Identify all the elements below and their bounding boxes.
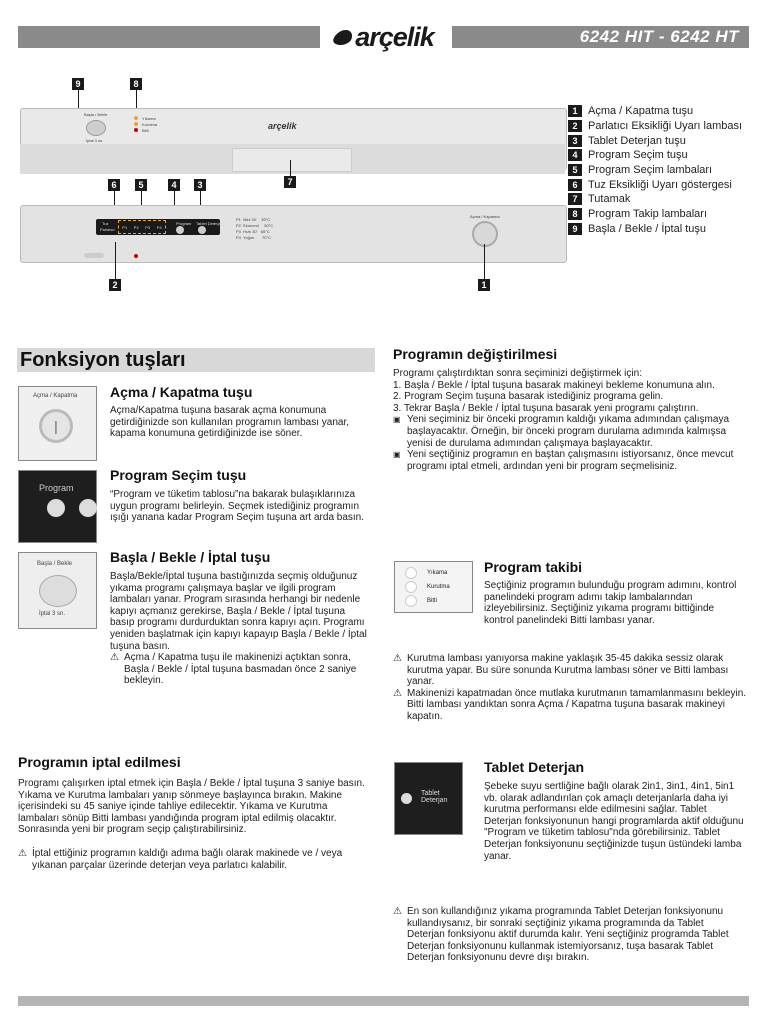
panel-program-label: Program	[176, 221, 192, 226]
start-button[interactable]	[86, 120, 106, 136]
legend-item: 1 Açma / Kapatma tuşu	[568, 104, 742, 119]
tracking-body: Seçtiğiniz programın bulunduğu program adımını, kontrol panelindeki program adımı takip lambalarından izleyebilirsiniz. Seçtiğiniz yıkama programı bittiğinde kontrol panelindeki Bitti lambası yanar.	[484, 580, 737, 626]
callout-8: 8	[130, 78, 142, 90]
legend-item: 8 Program Takip lambaları	[568, 207, 742, 222]
callout-4: 4	[168, 179, 180, 191]
tablet-button-icon	[401, 793, 412, 804]
callout-3: 3	[194, 179, 206, 191]
tracking-warning: ⚠ Makinenizi kapatmadan önce mutlaka kurutmanın tamamlanmasını bekleyin. Bitti lambası yandıktan sonra Açma / Kapatma tuşuna basarak makineyi kapatın.	[393, 687, 747, 722]
panel-parlatici-label: Parlatıcı	[100, 227, 115, 232]
onoff-block	[110, 384, 372, 440]
lamp-icon	[405, 581, 417, 593]
legend-item: 6 Tuz Eksikliği Uyarı göstergesi	[568, 177, 742, 192]
callout-1: 1	[478, 279, 490, 291]
prog-num-2: P2	[133, 224, 139, 230]
prog-table-row: P4 Yoğun 70°C	[236, 235, 271, 240]
footer-bar	[18, 996, 749, 1006]
rinse-aid-lamp-icon	[134, 254, 138, 258]
tablet-warning: ⚠ En son kullandığınız yıkama programında Tablet Deterjan fonksiyonunu kullandıysanız, bir sonraki seçtiğiniz yıkama programında da Tablet Deterjan fonksiyonu aktif durumda kalır. Yeni seçtiğiniz programda Tablet Deterjan fonksiyonunu kullanmak istemiyorsanız, tuşa basarak Tablet Deterjan fonksiyonunu devre dışı bırakın.	[393, 906, 729, 964]
info-icon: ▣	[393, 415, 401, 425]
change-step: 3. Tekrar Başla / Bekle / İptal tuşuna basarak yeni programı çalıştırın.	[393, 402, 699, 414]
panel-program-table	[236, 217, 273, 241]
start-title: Başla / Bekle / İptal tuşu	[110, 549, 271, 565]
callout-2: 2	[109, 279, 121, 291]
tablet-thumbnail: Tablet Deterjan	[394, 762, 463, 835]
change-block	[393, 346, 751, 472]
callout-9: 9	[72, 78, 84, 90]
change-note: ▣ Yeni seçiminiz bir önceki programın kaldığı yıkama adımından çalışmaya başlayacaktır. Örneğin, bir önceki program durulama adımında kalmışsa yenisi de durulama adımından çalışmaya başlayacaktır.	[393, 414, 730, 449]
prog-table-row: P3 Hızlı 30' 65°C	[236, 229, 270, 234]
start-button-icon	[39, 575, 77, 607]
onoff-thumbnail: Açma / Kapatma |	[18, 386, 97, 461]
info-icon: ▣	[393, 450, 401, 460]
legend-item: 3 Tablet Deterjan tuşu	[568, 133, 742, 148]
start-block	[110, 549, 372, 687]
tablet-block	[484, 759, 746, 862]
cancel-block	[18, 754, 370, 871]
program-body: “Program ve tüketim tablosu”na bakarak bulaşıklarınıza uygun programı belirleyin. Seçmek istediğiniz programın ışığı yanana kadar Program Seçim tuşuna art arda basın.	[110, 489, 365, 524]
change-body	[393, 368, 751, 414]
change-step: 2. Program Seçim tuşuna basarak istediğiniz programa gelin.	[393, 391, 664, 403]
cancel-body: Programı çalışırken iptal etmek için Başla / Bekle / İptal tuşuna 3 saniye basın. Yıkama ve Kurutma lambaları yanıp sönmeye başlayınca bırakın. Makine içerisindeki su 45 saniye içinde tahliye edilecektir. Yıkama ve Kurutma lambaları sönüp Bitti lambası yandığında program iptal edilmiş olacaktır. Sonrasında yeni bir program seçip çalıştırabilirsiniz.	[18, 778, 365, 836]
warning-icon: ⚠	[393, 687, 402, 699]
tablet-body: Şebeke suyu sertliğine bağlı olarak 2in1, 3in1, 4in1, 5in1 vb. olarak adlandırılan çok amaçlı deterjanlarla daha iyi kurutma performansı elde edilmesini sağlar. Tablet Deterjan fonksiyonunun hangi programlarda aktif olduğunu "Program ve tüketim tablosu"nda görebilirsiniz. Tablet Deterjan fonksiyonunu seçtiğinizde tuşun üstündeki lamba yanar.	[484, 781, 744, 862]
start-warning: ⚠ Açma / Kapatma tuşu ile makinenizi açtıktan sonra, Başla / Bekle / İptal tuşuna basmadan önce 2 saniye bekleyin.	[110, 652, 357, 687]
change-note: ▣ Yeni seçtiğiniz programın en baştan çalışmasını istiyorsanız, önce mevcut programı iptal etmeli, ardından yeni bir program seçmelisiniz.	[393, 449, 734, 472]
end-lamp-icon	[134, 128, 138, 132]
warning-icon: ⚠	[18, 847, 27, 859]
program-button[interactable]	[176, 226, 184, 234]
onoff-knob-icon: |	[39, 409, 73, 443]
legend-item: 5 Program Seçim lambaları	[568, 163, 742, 178]
panel-brand: arçelik	[268, 121, 297, 131]
tracking-warnings	[393, 653, 748, 723]
door-handle[interactable]	[232, 148, 352, 172]
brand-swoosh-icon	[331, 30, 354, 45]
start-body: Başla/Bekle/İptal tuşuna bastığınızda seçmiş olduğunuz yıkama programı çalışmaya başlar ve ilgili program lambaları yanar. Program sırasında herhangi bir nedenle kapıyı açmanız gerekirse, Başla / Bekle / İptal tuşuna basıp programı durdurduktan sonra kapıyı açın. Programı yeniden başlatmak için kapıyı kapayıp Başla / Bekle / İptal tuşuna basın.	[110, 571, 367, 652]
prog-table-row: P2 Ekonomi 50°C	[236, 223, 274, 228]
start-thumbnail: Başla / Bekle İptal 3 sn.	[18, 552, 97, 629]
prog-table-row: P1 Mini 30' 35°C	[236, 217, 271, 222]
legend-item: 9 Başla / Bekle / İptal tuşu	[568, 222, 742, 237]
legend-item: 7 Tutamak	[568, 192, 742, 207]
tracking-warning: ⚠ Kurutma lambası yanıyorsa makine yaklaşık 35-45 dakika sessiz olarak kurutma yapar. Bu süre sonunda Kurutma lambası söner ve Bitti lambası yanar.	[393, 653, 729, 688]
tracking-title: Program takibi	[484, 559, 583, 575]
prog-num-3: P3	[145, 224, 151, 230]
program-button-icon	[47, 499, 65, 517]
tablet-button-icon	[79, 499, 97, 517]
header-bar-left	[18, 26, 320, 48]
onoff-knob[interactable]	[472, 221, 498, 247]
panel-start-label: Başla / Bekle	[84, 112, 108, 117]
prog-num-4: P4	[156, 224, 162, 230]
tablet-title: Tablet Deterjan	[484, 759, 585, 775]
cancel-title: Programın iptal edilmesi	[18, 754, 181, 770]
callout-legend	[568, 104, 742, 236]
program-thumbnail: Program	[18, 470, 97, 543]
panel-cancel-label: İptal 3 sn.	[86, 138, 104, 143]
lamp-icon	[405, 567, 417, 579]
legend-item: 2 Parlatıcı Eksikliği Uyarı lambası	[568, 119, 742, 134]
change-title: Programın değiştirilmesi	[393, 346, 558, 362]
warning-icon: ⚠	[110, 652, 119, 664]
panel-tuz-label: Tuz	[102, 221, 109, 226]
legend-item: 4 Program Seçim tuşu	[568, 148, 742, 163]
callout-6: 6	[108, 179, 120, 191]
lamp-icon	[405, 595, 417, 607]
change-intro: Programı çalıştırdıktan sonra seçiminizi değiştirmek için:	[393, 368, 642, 379]
callout-line-7	[290, 160, 291, 176]
panel-tablet-label: Tablet Deterjan	[196, 221, 223, 226]
warning-icon: ⚠	[393, 906, 402, 917]
panel-onoff-label: Açma / Kapatma	[470, 214, 500, 219]
change-step: 1. Başla / Bekle / İptal tuşuna basarak makineyi bekleme konumuna alın.	[393, 379, 715, 391]
section-title: Fonksiyon tuşları	[17, 348, 375, 372]
tracking-block	[484, 559, 746, 626]
prog-num-1: P1	[122, 224, 128, 230]
wash-lamp-icon	[134, 116, 138, 120]
brand-logo: arçelik	[322, 20, 446, 54]
tablet-button[interactable]	[198, 226, 206, 234]
program-block	[110, 467, 372, 524]
model-banner: 6242 HIT - 6242 HT	[452, 26, 749, 48]
panel-indicators: Yıkama Kurutma Bitti	[134, 115, 157, 133]
panel-foot	[84, 253, 104, 258]
callout-line-1	[484, 244, 485, 279]
program-lamps	[118, 220, 166, 234]
callout-5: 5	[135, 179, 147, 191]
dry-lamp-icon	[134, 122, 138, 126]
onoff-body: Açma/Kapatma tuşuna basarak açma konumuna getirdiğinizde son kullanılan programın lambası yanar, kapama konumuna getirdiğinizde ise söner.	[110, 405, 350, 440]
tablet-warning-block	[393, 906, 733, 964]
tracking-thumbnail: Yıkama Kurutma Bitti	[394, 561, 473, 613]
warning-icon: ⚠	[393, 653, 402, 664]
onoff-title: Açma / Kapatma tuşu	[110, 384, 253, 400]
cancel-warning: ⚠ İptal ettiğiniz programın kaldığı adıma bağlı olarak makinede ve / veya yıkanan parçalar üzerinde deterjan veya parlatıcı kalabilir.	[18, 847, 343, 871]
callout-7: 7	[284, 176, 296, 188]
program-title: Program Seçim tuşu	[110, 467, 247, 483]
callout-line-2	[115, 242, 116, 280]
